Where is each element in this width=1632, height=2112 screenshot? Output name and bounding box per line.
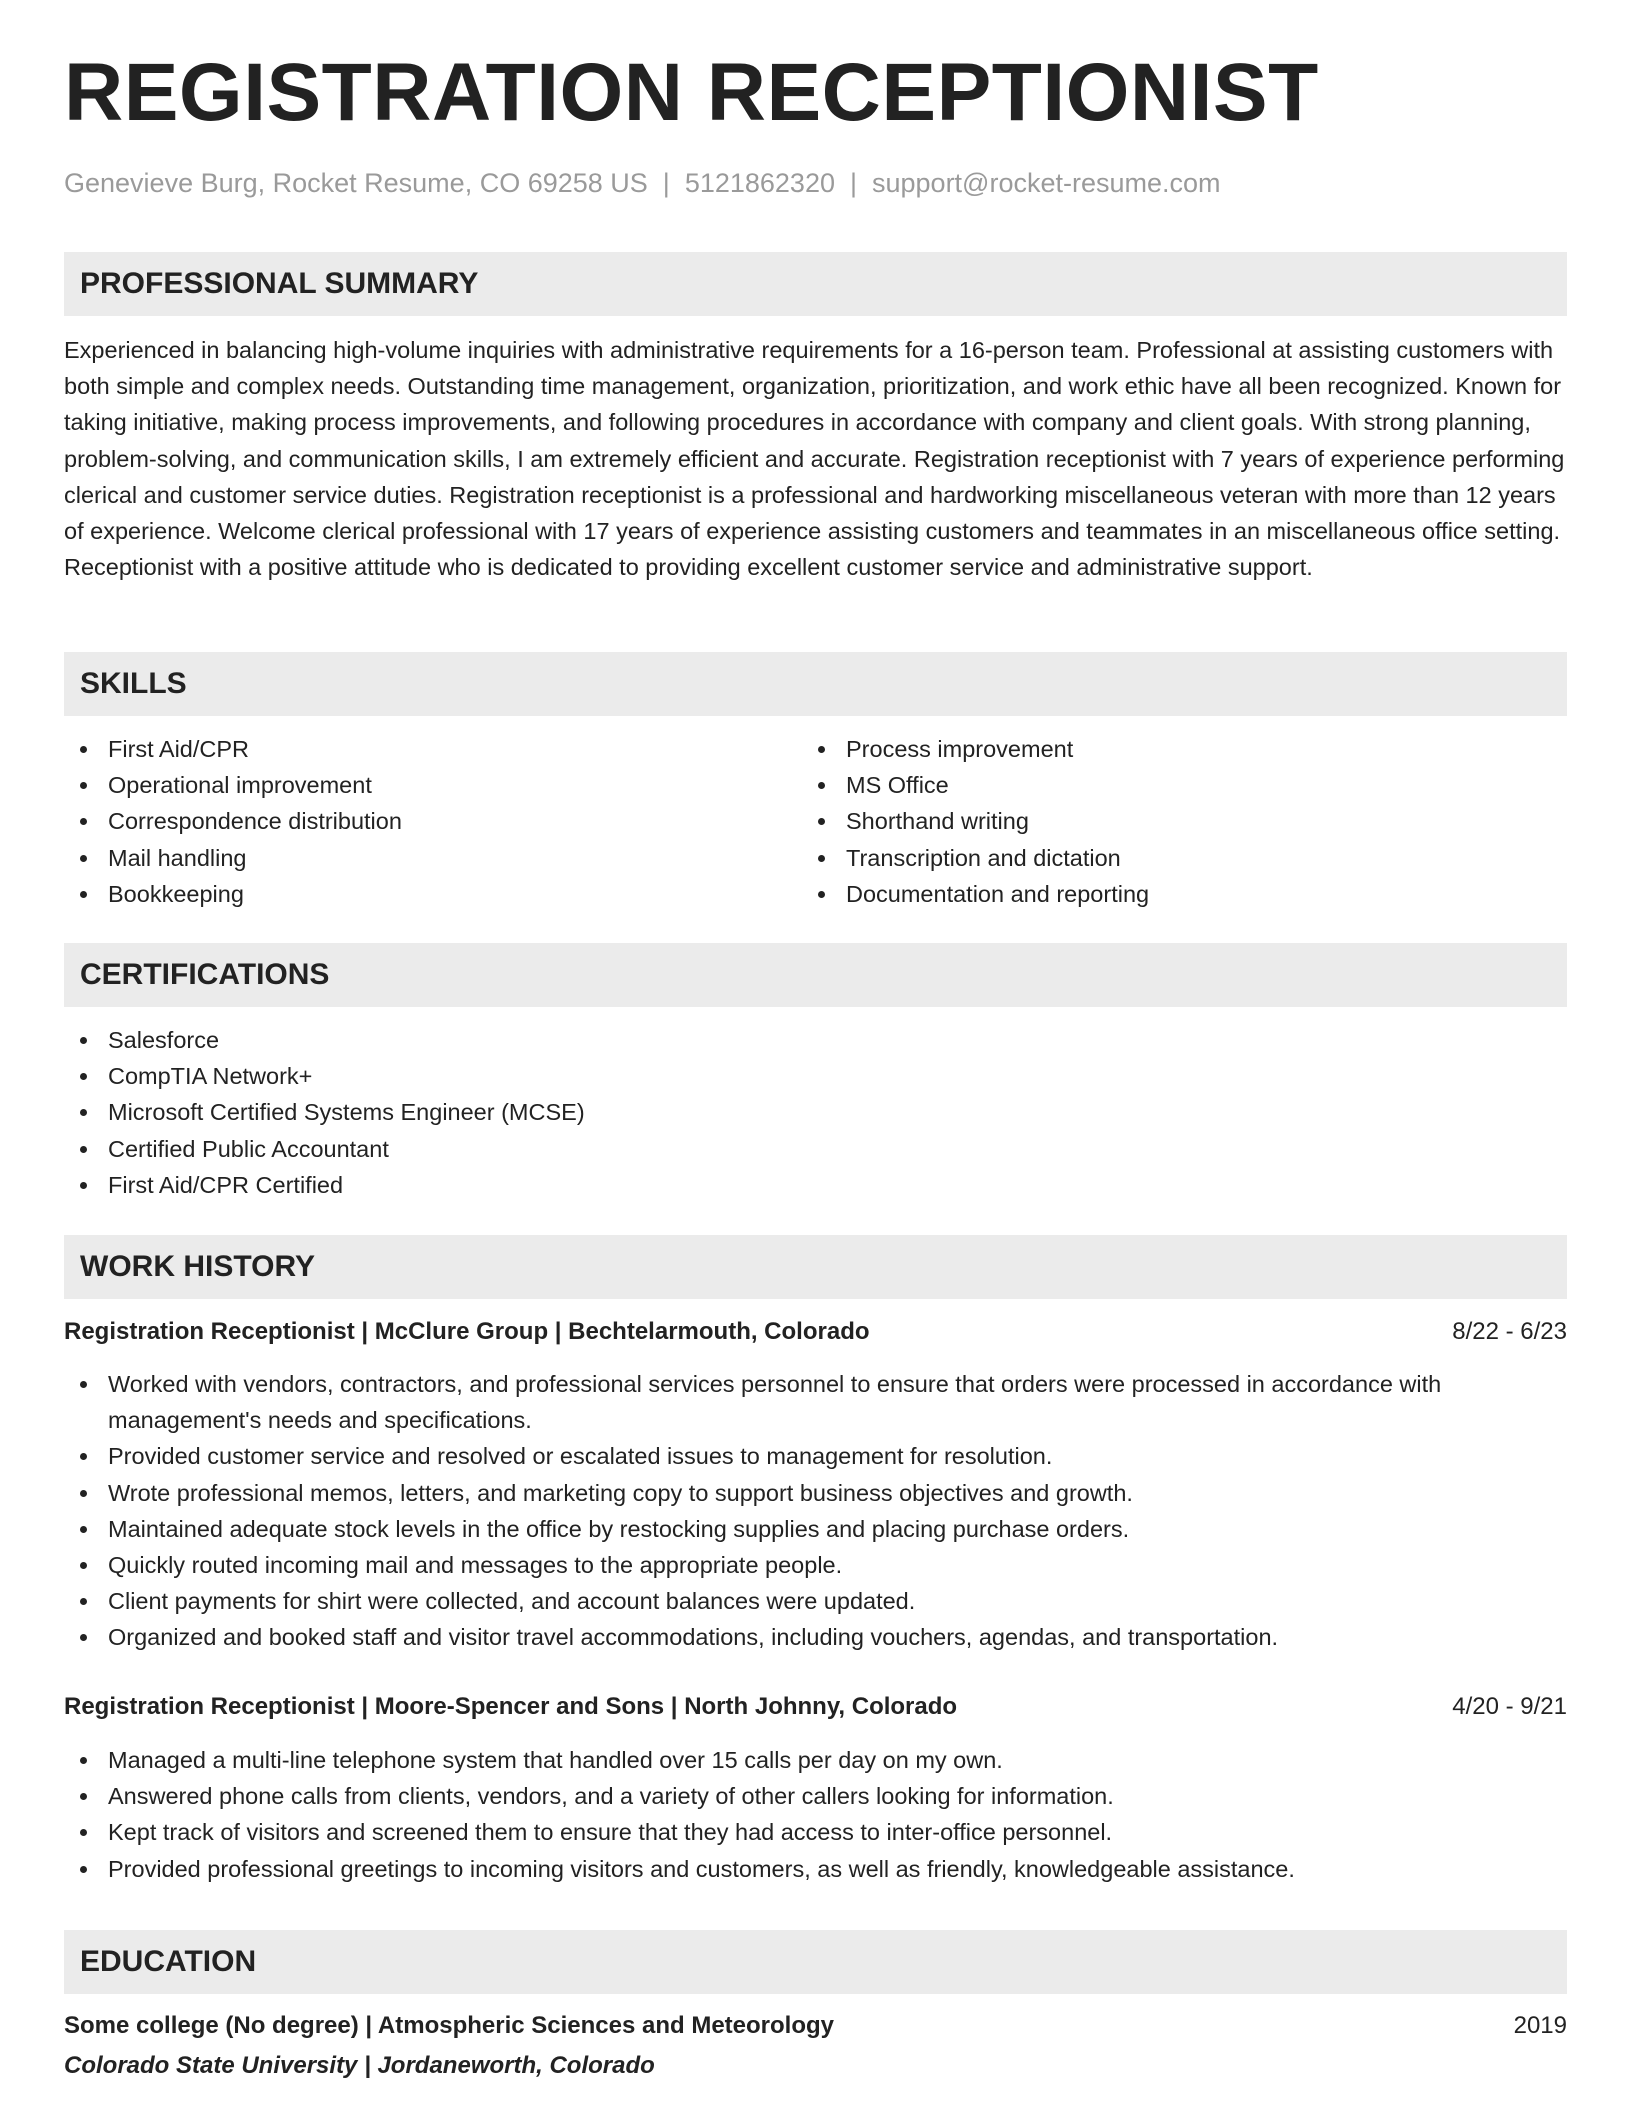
summary-text: Experienced in balancing high-volume inquiries with administrative requirements for a 16-person team. Professional at assisting customers with both simple and complex needs. Outstanding time management, organization, prioritization, and work ethic have all been recognized. Known for taking initiative, making process improvements, and following procedures in accordance with company and client goals. With strong planning, problem-solving, and communication skills, I am extremely efficient and accurate. Registration receptionist with 7 years of experience performing clerical and customer service duties. Registration receptionist is a professional and hardworking miscellaneous veteran with more than 12 years of experience. Welcome clerical professional with 17 years of experience assisting customers and teammates in an miscellaneous office setting. Receptionist with a positive attitude who is dedicated to providing excellent customer service and administrative support. xyxy=(64,337,1565,581)
contact-separator: | xyxy=(662,168,670,198)
list-item: Microsoft Certified Systems Engineer (MCSE) xyxy=(64,1094,585,1130)
contact-email[interactable]: support@rocket-resume.com xyxy=(872,168,1221,198)
list-item: Client payments for shirt were collected, and account balances were updated. xyxy=(64,1583,1567,1619)
list-item: Salesforce xyxy=(64,1022,585,1058)
contact-address: Genevieve Burg, Rocket Resume, CO 69258 US xyxy=(64,168,648,198)
education-year: 2019 xyxy=(1513,2012,1567,2039)
list-item: Operational improvement xyxy=(64,767,402,803)
section-title: WORK HISTORY xyxy=(80,1250,316,1283)
list-item: Wrote professional memos, letters, and marketing copy to support business objectives and growth. xyxy=(64,1475,1567,1511)
list-item: Bookkeeping xyxy=(64,876,402,912)
list-item: Shorthand writing xyxy=(802,803,1149,839)
list-item: Quickly routed incoming mail and messages to the appropriate people. xyxy=(64,1547,1567,1583)
skills-list-right xyxy=(802,731,1149,912)
list-item: Answered phone calls from clients, vendors, and a variety of other callers looking for information. xyxy=(64,1778,1295,1814)
job-dates: 8/22 - 6/23 xyxy=(1452,1318,1567,1345)
list-item: Managed a multi-line telephone system that handled over 15 calls per day on my own. xyxy=(64,1742,1295,1778)
contact-phone[interactable]: 5121862320 xyxy=(684,168,835,198)
certifications-list xyxy=(64,1022,585,1203)
list-item: Provided customer service and resolved or escalated issues to management for resolution. xyxy=(64,1438,1567,1474)
list-item: First Aid/CPR xyxy=(64,731,402,767)
list-item: First Aid/CPR Certified xyxy=(64,1167,585,1203)
section-title: EDUCATION xyxy=(80,1945,257,1978)
section-header-skills xyxy=(64,652,1567,716)
resume-name-title: REGISTRATION RECEPTIONIST xyxy=(64,47,1319,138)
section-header-certifications xyxy=(64,943,1567,1007)
list-item: Correspondence distribution xyxy=(64,803,402,839)
job-title: Registration Receptionist | McClure Group | Bechtelarmouth, Colorado xyxy=(64,1318,870,1345)
section-title: CERTIFICATIONS xyxy=(80,958,330,991)
job-bullets xyxy=(64,1742,1295,1887)
section-header-summary xyxy=(64,252,1567,316)
list-item: Certified Public Accountant xyxy=(64,1131,585,1167)
section-header-work-history xyxy=(64,1235,1567,1299)
skills-list-left xyxy=(64,731,402,912)
list-item: Provided professional greetings to incoming visitors and customers, as well as friendly, knowledgeable assistance. xyxy=(64,1851,1295,1887)
list-item: Documentation and reporting xyxy=(802,876,1149,912)
list-item: Organized and booked staff and visitor travel accommodations, including vouchers, agendas, and transportation. xyxy=(64,1619,1567,1655)
job-bullets xyxy=(64,1366,1567,1656)
education-degree: Some college (No degree) | Atmospheric Sciences and Meteorology xyxy=(64,2012,835,2039)
list-item: Process improvement xyxy=(802,731,1149,767)
education-school: Colorado State University | Jordaneworth, Colorado xyxy=(64,2052,655,2079)
list-item: Maintained adequate stock levels in the office by restocking supplies and placing purchase orders. xyxy=(64,1511,1567,1547)
list-item: Transcription and dictation xyxy=(802,840,1149,876)
list-item: CompTIA Network+ xyxy=(64,1058,585,1094)
list-item: Worked with vendors, contractors, and professional services personnel to ensure that orders were processed in accordance with management's needs and specifications. xyxy=(64,1366,1567,1438)
job-title: Registration Receptionist | Moore-Spencer and Sons | North Johnny, Colorado xyxy=(64,1693,958,1720)
section-title: PROFESSIONAL SUMMARY xyxy=(80,267,479,300)
section-title: SKILLS xyxy=(80,667,187,700)
list-item: MS Office xyxy=(802,767,1149,803)
contact-separator: | xyxy=(849,168,857,198)
job-dates: 4/20 - 9/21 xyxy=(1452,1693,1567,1720)
section-header-education xyxy=(64,1930,1567,1994)
contact-line xyxy=(64,168,1221,199)
list-item: Mail handling xyxy=(64,840,402,876)
list-item: Kept track of visitors and screened them to ensure that they had access to inter-office personnel. xyxy=(64,1814,1295,1850)
